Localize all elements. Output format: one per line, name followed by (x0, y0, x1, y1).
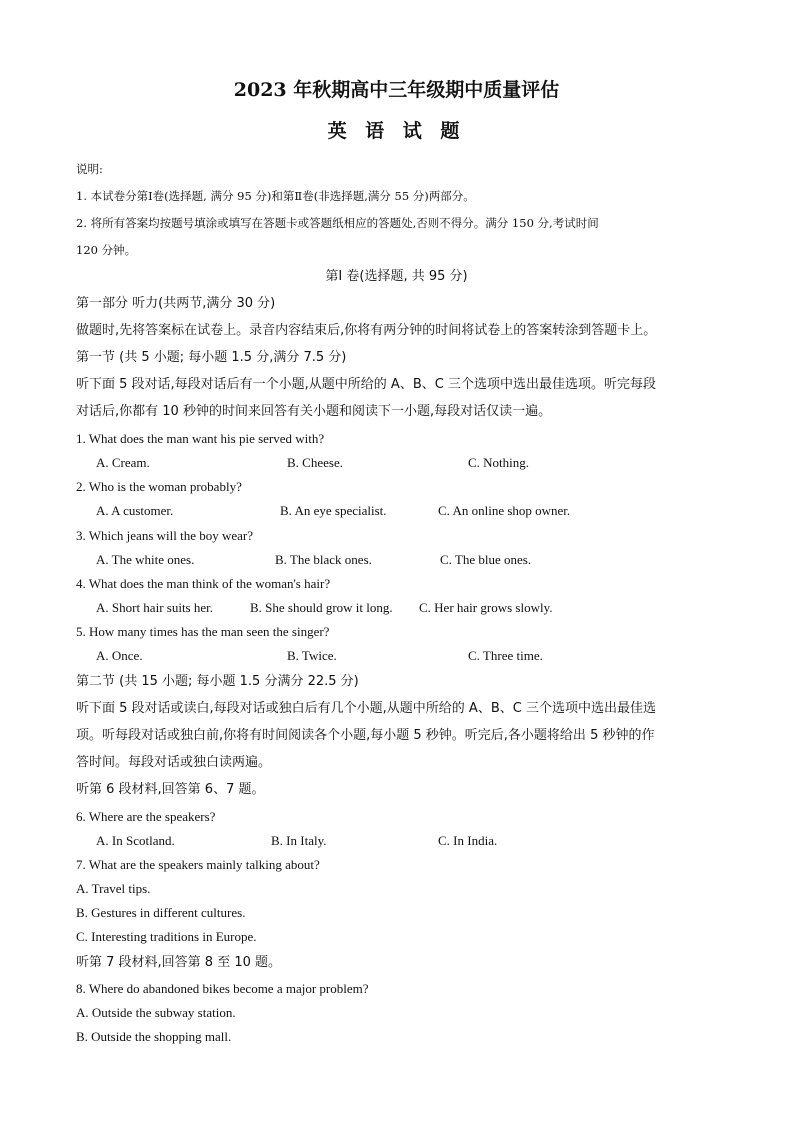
notes-item-1: 1. 本试卷分第Ⅰ卷(选择题, 满分 95 分)和第Ⅱ卷(非选择题,满分 55 分)两部分。 (76, 189, 475, 203)
exam-title: 2023 年秋期高中三年级期中质量评估 (233, 79, 560, 101)
section2-instruction-cont: 项。听每段对话或独白前,你将有时间阅读各个小题,每小题 5 秒钟。听完后,各小题将给出 5 秒钟的作 (76, 728, 655, 743)
question-7-option-c: C. Interesting traditions in Europe. (76, 929, 257, 944)
question-5-option-c: C. Three time. (468, 648, 543, 663)
part1-instruction: 做题时,先将答案标在试卷上。录音内容结束后,你将有两分钟的时间将试卷上的答案转涂到答题卡上。 (76, 323, 657, 338)
volume-heading: 第Ⅰ 卷(选择题, 共 95 分) (325, 269, 468, 284)
notes-item-2-cont: 120 分钟。 (76, 243, 137, 257)
question-5-option-b: B. Twice. (287, 648, 337, 663)
question-4-option-b: B. She should grow it long. (250, 600, 393, 615)
question-7: 7. What are the speakers mainly talking about? (76, 857, 320, 872)
section1-heading: 第一节 (共 5 小题; 每小题 1.5 分,满分 7.5 分) (76, 350, 347, 365)
question-7-option-b: B. Gestures in different cultures. (76, 905, 246, 920)
question-3-option-c: C. The blue ones. (440, 552, 532, 567)
material-6-heading: 听第 6 段材料,回答第 6、7 题。 (76, 782, 265, 797)
question-6-option-b: B. In Italy. (271, 833, 327, 848)
notes-heading: 说明: (76, 162, 103, 176)
material-7-heading: 听第 7 段材料,回答第 8 至 10 题。 (76, 955, 282, 970)
question-3: 3. Which jeans will the boy wear? (76, 528, 254, 543)
question-1-option-b: B. Cheese. (287, 455, 343, 470)
notes-item-2: 2. 将所有答案均按题号填涂或填写在答题卡或答题纸相应的答题处,否则不得分。满分 150 分,考试时间 (76, 216, 599, 230)
question-1: 1. What does the man want his pie served with? (76, 431, 325, 446)
question-8: 8. Where do abandoned bikes become a major problem? (76, 981, 369, 996)
question-5-option-a: A. Once. (96, 648, 143, 663)
question-2: 2. Who is the woman probably? (76, 479, 242, 494)
section2-instruction: 听下面 5 段对话或读白,每段对话或独白后有几个小题,从题中所给的 A、B、C 三个选项中选出最佳选 (76, 701, 656, 716)
part1-heading: 第一部分 听力(共两节,满分 30 分) (76, 296, 276, 311)
question-4-option-c: C. Her hair grows slowly. (419, 600, 553, 615)
question-8-option-a: A. Outside the subway station. (76, 1005, 236, 1020)
question-1-option-c: C. Nothing. (468, 455, 530, 470)
section1-instruction-cont: 对话后,你都有 10 秒钟的时间来回答有关小题和阅读下一小题,每段对话仅读一遍。 (76, 404, 552, 419)
question-4: 4. What does the man think of the woman's hair? (76, 576, 331, 591)
question-3-option-b: B. The black ones. (275, 552, 372, 567)
question-2-option-a: A. A customer. (96, 503, 174, 518)
subject-title: 英 语 试 题 (327, 120, 466, 142)
question-6-option-c: C. In India. (438, 833, 498, 848)
question-2-option-c: C. An online shop owner. (438, 503, 571, 518)
question-6: 6. Where are the speakers? (76, 809, 216, 824)
question-8-option-b: B. Outside the shopping mall. (76, 1029, 232, 1044)
question-2-option-b: B. An eye specialist. (280, 503, 387, 518)
question-4-option-a: A. Short hair suits her. (96, 600, 213, 615)
question-1-option-a: A. Cream. (96, 455, 150, 470)
question-3-option-a: A. The white ones. (96, 552, 195, 567)
section2-heading: 第二节 (共 15 小题; 每小题 1.5 分满分 22.5 分) (76, 674, 359, 689)
section2-instruction-end: 答时间。每段对话或独白读两遍。 (76, 755, 272, 770)
section1-instruction: 听下面 5 段对话,每段对话后有一个小题,从题中所给的 A、B、C 三个选项中选出最佳选项。听完每段 (76, 377, 656, 392)
question-5: 5. How many times has the man seen the singer? (76, 624, 330, 639)
question-7-option-a: A. Travel tips. (76, 881, 151, 896)
question-6-option-a: A. In Scotland. (96, 833, 175, 848)
